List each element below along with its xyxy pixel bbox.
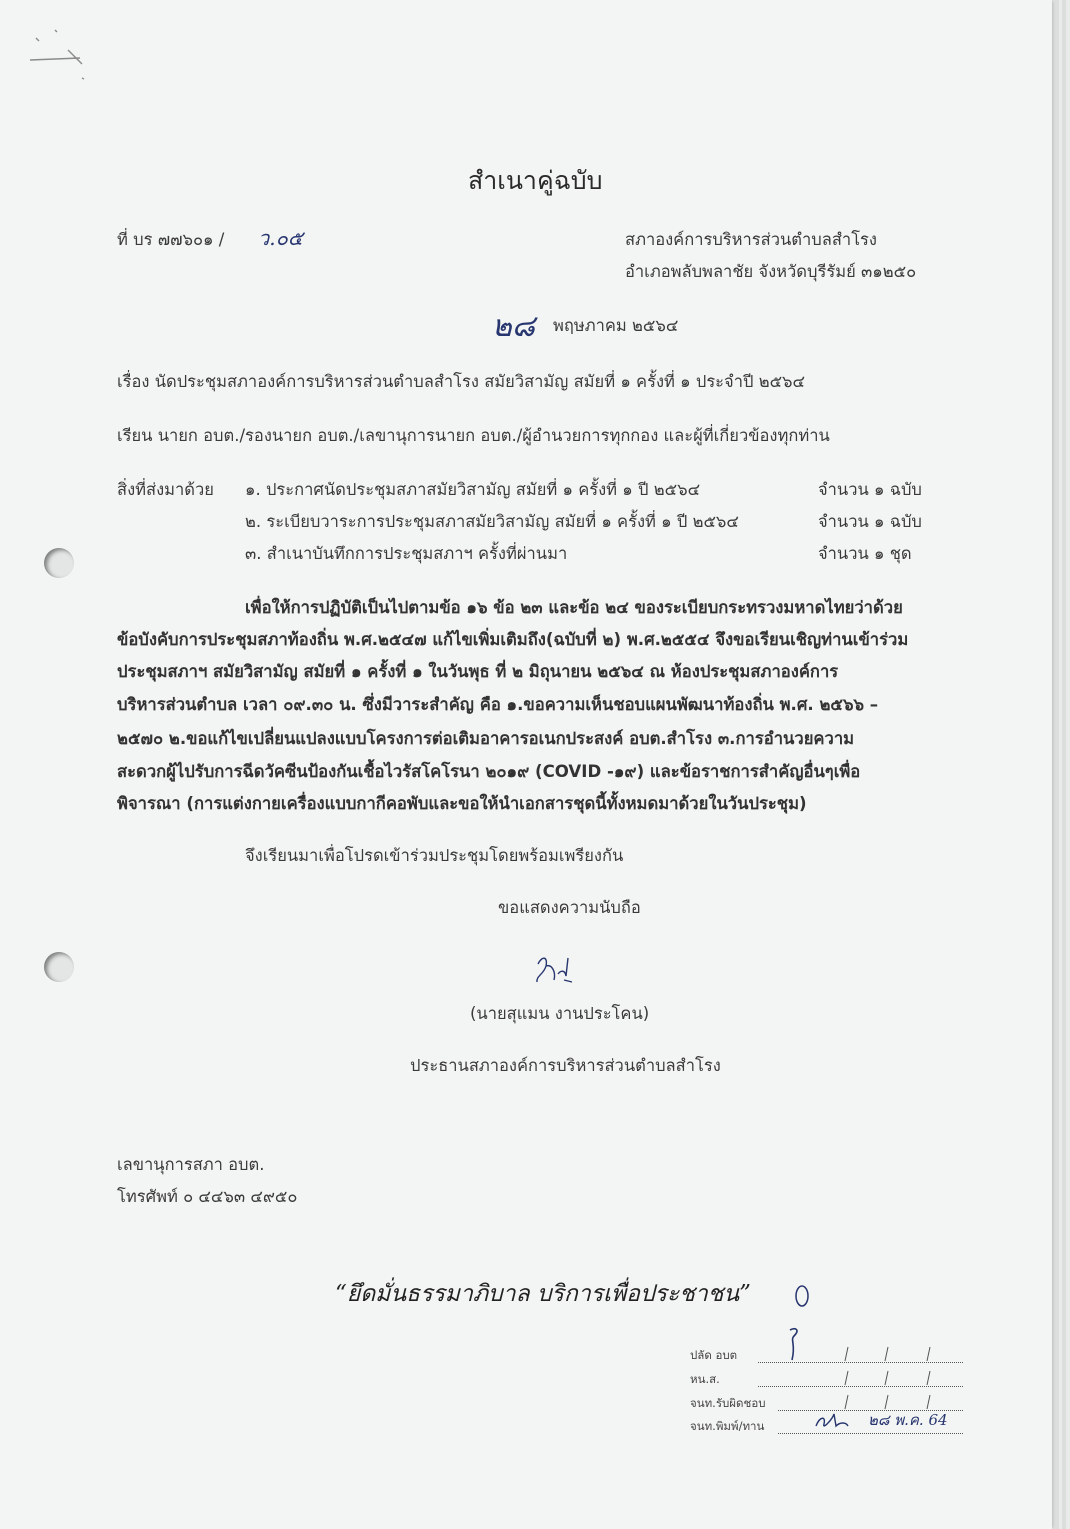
sender-line-1: สภาองค์การบริหารส่วนตำบลสำโรง xyxy=(625,230,877,249)
routing-label: จนท.พิมพ์/ทาน xyxy=(690,1419,765,1433)
enclosure-item: ๓. สำเนาบันทึกการประชุมสภาฯ ครั้งที่ผ่านมา xyxy=(245,544,568,563)
routing-label: จนท.รับผิดชอบ xyxy=(690,1396,766,1410)
enclosure-qty: จำนวน ๑ ฉบับ xyxy=(818,512,922,531)
body-line: สะดวกผู้ไปรับการฉีดวัคซีนป้องกันเชื้อไวรัสโคโรนา ๒๐๑๙ (COVID -๑๙) และข้อราชการสำคัญอื่นๆเพื่อ xyxy=(117,762,861,781)
enclosures-label: สิ่งที่ส่งมาด้วย xyxy=(117,480,214,499)
signer-title: ประธานสภาองค์การบริหารส่วนตำบลสำโรง xyxy=(410,1056,721,1075)
recipient-line: เรียน นายก อบต./รองนายก อบต./เลขานุการนายก อบต./ผู้อำนวยการทุกกอง และผู้ที่เกี่ยวข้องทุกท่าน xyxy=(117,426,830,445)
enclosure-qty: จำนวน ๑ ฉบับ xyxy=(818,480,922,499)
routing-label: ปลัด อบต xyxy=(690,1348,738,1362)
reference-number: ที่ บร ๗๗๖๐๑ / xyxy=(117,230,225,249)
enclosure-item: ๑. ประกาศนัดประชุมสภาสมัยวิสามัญ สมัยที่ ๑ ครั้งที่ ๑ ปี ๒๕๖๔ xyxy=(245,480,701,499)
signature xyxy=(528,952,578,992)
document-title: สำเนาคู่ฉบับ xyxy=(468,166,603,195)
punch-hole-lower xyxy=(44,952,74,982)
subject-line: เรื่อง นัดประชุมสภาองค์การบริหารส่วนตำบลสำโรง สมัยวิสามัญ สมัยที่ ๑ ครั้งที่ ๑ ประจำปี ๒๕๖๔ xyxy=(117,372,806,391)
routing-date-handwritten: ๒๘ พ.ค. 64 xyxy=(868,1411,948,1429)
contact-phone: โทรศัพท์ ๐ ๔๔๖๓ ๔๙๕๐ xyxy=(117,1187,298,1206)
reference-number-handwritten: ว.๐๕ xyxy=(258,226,303,250)
routing-label: หน.ส. xyxy=(690,1372,720,1386)
body-line: เพื่อให้การปฏิบัติเป็นไปตามข้อ ๑๖ ข้อ ๒๓ และข้อ ๒๔ ของระเบียบกระทรวงมหาดไทยว่าด้วย xyxy=(245,598,903,617)
punch-hole-upper xyxy=(44,548,74,578)
body-line: ข้อบังคับการประชุมสภาท้องถิ่น พ.ศ.๒๕๔๗ แก้ไขเพิ่มเติมถึง(ฉบับที่ ๒) พ.ศ.๒๕๕๔ จึงขอเรียนเชิญท่านเข้าร่วม xyxy=(117,630,909,649)
stray-pen-marks xyxy=(20,20,100,100)
motto: “ยึดมั่นธรรมาภิบาล บริการเพื่อประชาชน” xyxy=(335,1281,751,1307)
enclosure-item: ๒. ระเบียบวาระการประชุมสภาสมัยวิสามัญ สมัยที่ ๑ ครั้งที่ ๑ ปี ๒๕๖๔ xyxy=(245,512,739,531)
date-day-handwritten: ๒๘ xyxy=(492,309,535,344)
body-line: บริหารส่วนตำบล เวลา ๐๙.๓๐ น. ซึ่งมีวาระสำคัญ คือ ๑.ขอความเห็นชอบแผนพัฒนาท้องถิ่น พ.ศ. ๒๕๖๖ – xyxy=(117,695,879,714)
contact-office: เลขานุการสภา อบต. xyxy=(117,1155,265,1174)
body-line: ประชุมสภาฯ สมัยวิสามัญ สมัยที่ ๑ ครั้งที่ ๑ ในวันพุธ ที่ ๒ มิถุนายน ๒๕๖๔ ณ ห้องประชุมสภาองค์การ xyxy=(117,662,839,681)
routing-initial-mark xyxy=(786,1326,806,1366)
body-line: พิจารณา (การแต่งกายเครื่องแบบกากีคอพับและขอให้นำเอกสารชุดนี้ทั้งหมดมาด้วยในวันประชุม) xyxy=(117,794,807,813)
handwritten-circle-mark xyxy=(793,1284,813,1312)
enclosure-qty: จำนวน ๑ ชุด xyxy=(818,544,912,563)
date-month-year: พฤษภาคม ๒๕๖๔ xyxy=(553,316,679,335)
closing-line: จึงเรียนมาเพื่อโปรดเข้าร่วมประชุมโดยพร้อมเพรียงกัน xyxy=(245,846,624,865)
signer-name: (นายสุแมน งานประโคน) xyxy=(470,1004,650,1023)
regards-line: ขอแสดงความนับถือ xyxy=(498,898,641,917)
sender-line-2: อำเภอพลับพลาชัย จังหวัดบุรีรัมย์ ๓๑๒๕๐ xyxy=(625,262,917,281)
page-edge-under xyxy=(1062,0,1066,1529)
routing-signature-mark xyxy=(812,1410,852,1432)
page-edge-under xyxy=(1055,0,1059,1529)
body-line: ๒๕๗๐ ๒.ขอแก้ไขเปลี่ยนแปลงแบบโครงการต่อเติมอาคารอเนกประสงค์ อบต.สำโรง ๓.การอำนวยความ xyxy=(117,729,855,748)
